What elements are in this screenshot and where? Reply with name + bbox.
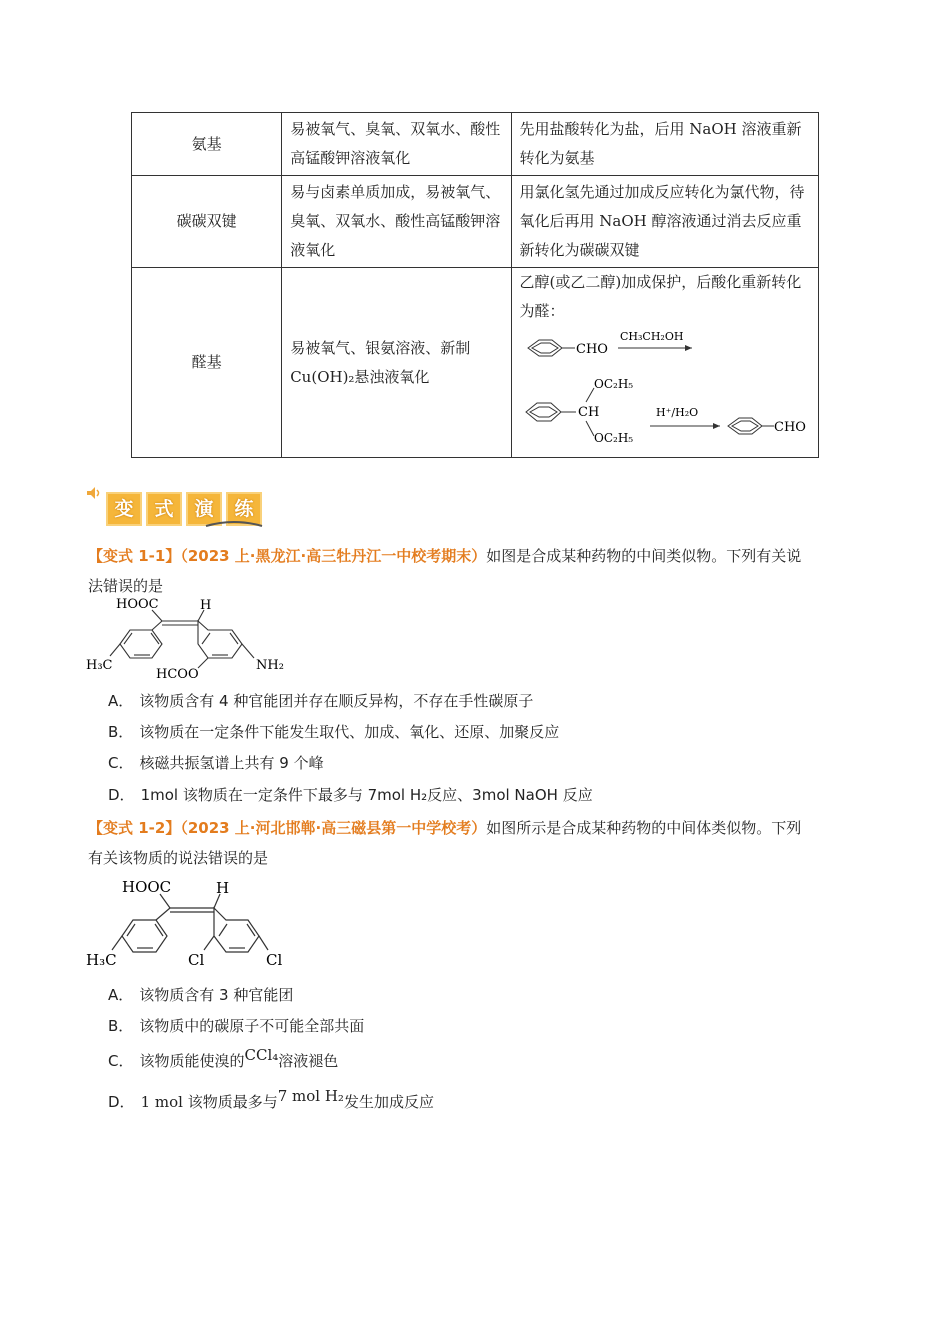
speaker-icon — [86, 486, 102, 500]
hcoo-label: HCOO — [156, 667, 199, 680]
table-row — [132, 176, 819, 268]
option-text: 该物质能使溴的 — [139, 1052, 245, 1070]
h-label: H — [216, 879, 230, 897]
option-text: 1mol 该物质在一定条件下最多与 7mol H₂反应、3mol NaOH 反应 — [140, 786, 593, 804]
formula-text: CCl₄ — [244, 1046, 279, 1064]
option-text: 该物质在一定条件下能发生取代、加成、氧化、还原、加聚反应 — [139, 723, 560, 741]
option-letter: B． — [108, 1017, 134, 1035]
option-b[interactable] — [108, 722, 559, 742]
option-c[interactable] — [108, 1046, 339, 1071]
banner-char: 变 — [106, 492, 142, 526]
question-source: （2023 上·河北邯郸·高三磁县第一中学校考） — [180, 819, 487, 837]
cl-label: Cl — [188, 951, 205, 969]
ch3-label: H₃C — [86, 658, 113, 673]
cho-label: CHO — [575, 342, 608, 357]
oet-label: OC₂H₅ — [593, 377, 633, 391]
option-d[interactable] — [108, 785, 593, 805]
benzene-ring — [528, 340, 562, 356]
group-cell: 醛基 — [132, 268, 282, 458]
option-letter: D． — [108, 1093, 135, 1111]
acetal-protection-scheme — [520, 326, 810, 454]
method-text: 乙醇(或乙二醇)加成保护，后酸化重新转化为醛： — [519, 273, 802, 320]
reagent-label: H⁺/H₂O — [655, 406, 698, 419]
stem-text: 有关该物质的说法错误的是 — [88, 849, 269, 867]
option-letter: A． — [108, 692, 134, 710]
h-label: H — [200, 598, 212, 613]
nh2-label: NH₂ — [256, 658, 284, 673]
benzene-ring — [526, 403, 561, 421]
banner-swoosh — [204, 520, 264, 528]
option-letter: D． — [108, 786, 135, 804]
group-cell: 碳碳双键 — [132, 176, 282, 268]
ch-label: CH — [577, 405, 599, 420]
benzene-ring — [728, 418, 762, 434]
structure-1-2 — [86, 876, 306, 970]
option-a[interactable] — [108, 691, 533, 711]
option-text: 该物质中的碳原子不可能全部共面 — [139, 1017, 365, 1035]
stem-text: 法错误的是 — [88, 577, 164, 595]
property-cell: 易与卤素单质加成，易被氧气、臭氧、双氧水、酸性高锰酸钾溶液氧化 — [282, 176, 511, 268]
question-stem — [88, 541, 868, 601]
banner-char: 演 — [186, 492, 222, 526]
structure-1-1 — [86, 596, 306, 680]
method-cell: 先用盐酸转化为盐，后用 NaOH 溶液重新转化为氨基 — [511, 113, 818, 176]
option-a[interactable] — [108, 985, 293, 1005]
cooh-label: HOOC — [122, 878, 172, 896]
section-banner — [86, 484, 276, 528]
stem-text: 如图所示是合成某种药物的中间体类似物。下列 — [486, 819, 802, 837]
method-cell: 用氯化氢先通过加成反应转化为氯代物，待氧化后再用 NaOH 醇溶液通过消去反应重新转化为碳碳双键 — [511, 176, 818, 268]
protection-table — [131, 112, 819, 458]
table-row — [132, 268, 819, 458]
option-d[interactable] — [108, 1087, 434, 1112]
option-letter: A． — [108, 986, 134, 1004]
reagent-label: CH₃CH₂OH — [619, 330, 683, 343]
banner-char: 式 — [146, 492, 182, 526]
option-text: 该物质含有 4 种官能团并存在顺反异构，不存在手性碳原子 — [139, 692, 534, 710]
group-cell: 氨基 — [132, 113, 282, 176]
question-tag: 【变式 1-2】 — [88, 819, 181, 837]
option-text: 核磁共振氢谱上共有 9 个峰 — [139, 754, 324, 772]
question-source: （2023 上·黑龙江·高三牡丹江一中校考期末） — [180, 547, 487, 565]
banner-char: 练 — [226, 492, 262, 526]
option-letter: B． — [108, 723, 134, 741]
option-text: 1 mol 该物质最多与 — [140, 1093, 278, 1111]
table-row — [132, 113, 819, 176]
ch3-label: H₃C — [86, 951, 117, 969]
question-tag: 【变式 1-1】 — [88, 547, 181, 565]
property-cell: 易被氧气、臭氧、双氧水、酸性高锰酸钾溶液氧化 — [282, 113, 511, 176]
stem-text: 如图是合成某种药物的中间类似物。下列有关说 — [486, 547, 802, 565]
cooh-label: HOOC — [116, 597, 159, 612]
property-cell: 易被氧气、银氨溶液、新制 Cu(OH)₂悬浊液氧化 — [282, 268, 511, 458]
oet-label: OC₂H₅ — [593, 431, 633, 445]
cho-label: CHO — [773, 420, 806, 435]
option-text: 该物质含有 3 种官能团 — [139, 986, 294, 1004]
method-cell — [511, 268, 818, 458]
option-text: 发生加成反应 — [343, 1093, 434, 1111]
option-b[interactable] — [108, 1016, 364, 1036]
option-letter: C． — [108, 1052, 134, 1070]
cl-label: Cl — [266, 951, 283, 969]
question-stem — [88, 813, 868, 873]
option-letter: C． — [108, 754, 134, 772]
option-text: 溶液褪色 — [278, 1052, 339, 1070]
formula-text: 7 mol H₂ — [277, 1087, 344, 1105]
option-c[interactable] — [108, 753, 324, 773]
